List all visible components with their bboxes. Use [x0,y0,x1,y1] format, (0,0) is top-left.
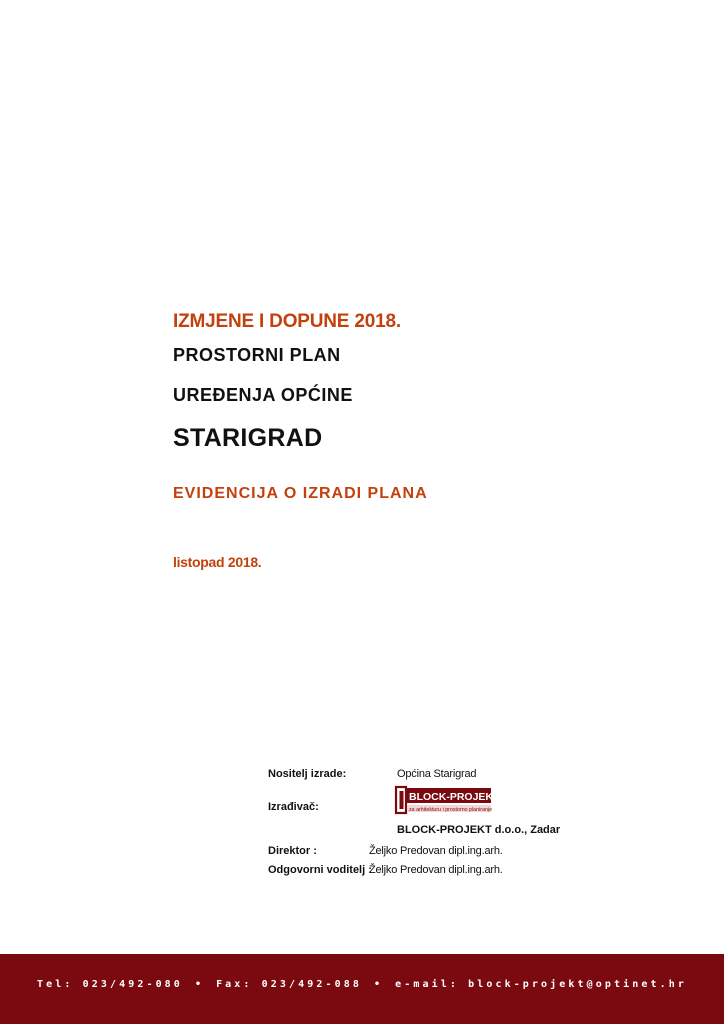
block-projekt-logo [396,786,531,818]
nositelj-value: Općina Starigrad [397,768,477,780]
izradivac-value: BLOCK-PROJEKT d.o.o., Zadar [397,824,561,836]
document-subtitle: EVIDENCIJA O IZRADI PLANA [173,485,428,502]
contact-footer-bar [0,954,724,1024]
izradivac-label: Izrađivač: [268,801,319,813]
plan-title-line-1: PROSTORNI PLAN [173,345,341,365]
separator-dot: • [374,979,384,990]
footer-email: e-mail: block-projekt@optinet.hr [395,979,687,990]
separator-dot: • [194,979,205,990]
direktor-value: Željko Predovan dipl.ing.arh. [369,845,503,857]
voditelj-value: Željko Predovan dipl.ing.arh. [369,864,503,876]
logo-graphic [396,786,531,818]
amendment-heading: IZMJENE I DOPUNE 2018. [173,311,401,332]
plan-title-municipality: STARIGRAD [173,424,323,452]
document-date: listopad 2018. [173,554,262,570]
contact-line [0,979,724,990]
footer-fax: Fax: 023/492-088 [216,979,362,990]
logo-wordmark: BLOCK-PROJEKT d.o.o. [409,791,531,803]
logo-tagline: za arhitekturu i prostorno planiranje [409,807,493,813]
plan-title-line-2: UREĐENJA OPĆINE [173,385,353,405]
footer-tel: Tel: 023/492-080 [37,979,183,990]
voditelj-label: Odgovorni voditelj : [268,864,372,876]
nositelj-label: Nositelj izrade: [268,768,347,780]
direktor-label: Direktor : [268,845,317,857]
